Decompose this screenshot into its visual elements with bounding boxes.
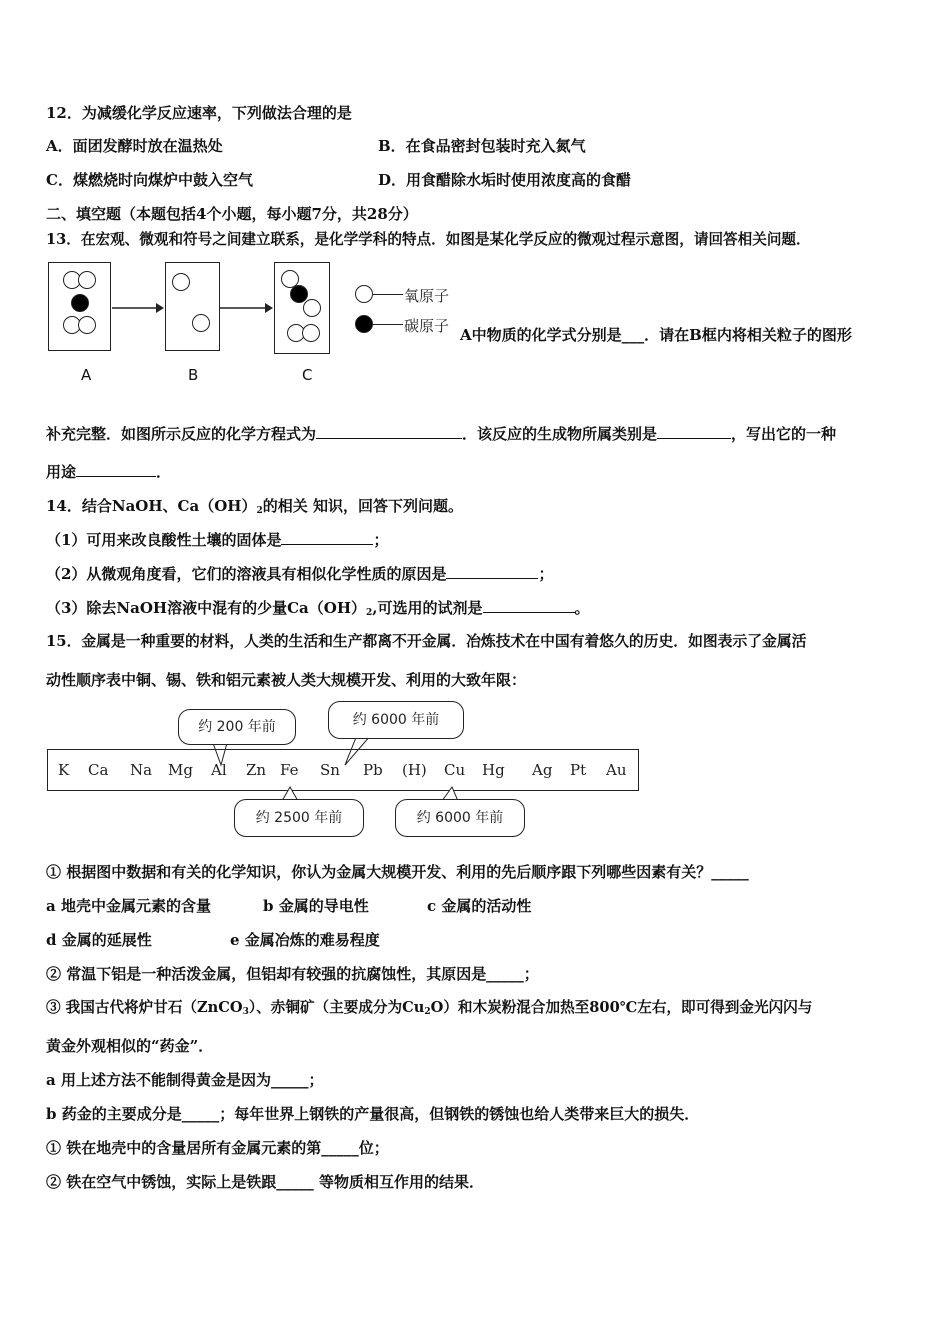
q13-stem: 13．在宏观、微观和符号之间建立联系，是化学学科的特点．如图是某化学反应的微观过程示意图，请回答相关问题． [46, 231, 811, 248]
element-symbol: Sn [320, 761, 340, 779]
oxygen-atom [303, 299, 321, 317]
subscript: 2 [424, 1007, 431, 1017]
box-b-label: B [188, 366, 199, 384]
answer-blank [316, 424, 462, 439]
q14-title [46, 496, 463, 521]
q14-part3 [46, 598, 590, 623]
box-a [48, 262, 111, 351]
q14-part2-text: （2）从微观角度看，它们的溶液具有相似化学性质的原因是 [46, 565, 447, 583]
oxygen-atom [78, 316, 96, 334]
element-symbol: K [58, 761, 70, 779]
element-symbol: Mg [168, 761, 193, 779]
q14-title-text: 14．结合NaOH、Ca（OH） [46, 497, 257, 515]
oxygen-atom [302, 324, 320, 342]
q13-line3-text: 用途 [46, 463, 77, 481]
element-symbol: Hg [482, 761, 505, 779]
arrow-icon [218, 300, 274, 316]
q13-line3 [46, 462, 171, 482]
q14-part1-text: ； [373, 531, 389, 549]
answer-blank [446, 564, 538, 579]
q12-option-a: A．面团发酵时放在温热处 [46, 137, 223, 155]
q13-line3-text: ． [156, 463, 172, 481]
arrow-icon [110, 300, 165, 316]
element-symbol: Pb [363, 761, 383, 779]
q14-part3-text: （3）除去NaOH溶液中混有的少量Ca（OH） [46, 599, 367, 617]
q13-line2 [46, 424, 836, 444]
element-symbol: (H) [402, 761, 427, 779]
q13-line2-text: 补充完整．如图所示反应的化学方程式为 [46, 425, 317, 443]
q15-option-e: e 金属冶炼的难易程度 [230, 931, 380, 949]
box-c [274, 262, 330, 354]
q15-sub2: ② 常温下铝是一种活泼金属，但铝却有较强的抗腐蚀性，其原因是_____； [46, 965, 539, 983]
callout-sn: 约 6000 年前 [328, 701, 464, 739]
box-a-label: A [81, 366, 92, 384]
element-symbol: Na [130, 761, 153, 779]
answer-blank [657, 424, 731, 439]
legend-oxygen: 氧原子 [404, 287, 450, 305]
subscript: 3 [242, 1007, 249, 1017]
oxygen-atom [192, 314, 210, 332]
q15-sub1: ① 根据图中数据和有关的化学知识，你认为金属大规模开发、利用的先后顺序跟下列哪些因素有关？_____ [46, 863, 749, 881]
q12-option-d: D．用食醋除水垢时使用浓度高的食醋 [378, 171, 632, 189]
answer-blank [281, 530, 373, 545]
q15-options-row2 [46, 930, 380, 950]
element-symbol: Cu [444, 761, 466, 779]
q12-title: 12．为减缓化学反应速率，下列做法合理的是 [46, 104, 352, 122]
element-symbol: Zn [246, 761, 267, 779]
legend-line [373, 324, 403, 325]
callout-cu: 约 6000 年前 [395, 799, 525, 837]
oxygen-legend-icon [355, 285, 373, 303]
q15-sub3b: b 药金的主要成分是_____；每年世界上钢铁的产量很高，但钢铁的锈蚀也给人类带来巨大的损失． [46, 1105, 700, 1123]
q14-title-text: 的相关 知识，回答下列问题。 [262, 497, 463, 515]
q15-option-d: d 金属的延展性 [46, 931, 152, 949]
q15-sub3-line2: 黄金外观相似的“药金”． [46, 1037, 214, 1055]
q12-options-row1 [46, 136, 586, 156]
element-symbol: Ag [532, 761, 553, 779]
q15-sub3 [46, 998, 812, 1022]
legend-carbon: 碳原子 [404, 317, 450, 335]
element-symbol: Al [211, 761, 227, 779]
element-symbol: Pt [570, 761, 587, 779]
box-c-label: C [302, 366, 313, 384]
q13-line2-text: ，写出它的一种 [731, 425, 837, 443]
q15-stem-line2: 动性顺序表中铜、锡、铁和铝元素被人类大规模开发、利用的大致年限： [46, 671, 527, 689]
answer-blank [76, 462, 156, 477]
q15-sub3a: a 用上述方法不能制得黄金是因为_____； [46, 1071, 324, 1089]
q15-sub3-text: ③ 我国古代将炉甘石（ZnCO [46, 999, 243, 1016]
q15-sub5: ② 铁在空气中锈蚀，实际上是铁跟_____ 等物质相互作用的结果． [46, 1173, 484, 1191]
element-symbol: Ca [88, 761, 109, 779]
q14-part3-text: 。 [574, 599, 590, 617]
q12-option-c: C．煤燃烧时向煤炉中鼓入空气 [46, 171, 253, 189]
element-symbol: Au [606, 761, 627, 779]
q13-inline-text: A中物质的化学式分别是___．请在B框内将相关粒子的图形 [460, 326, 852, 344]
q14-part1 [46, 530, 388, 550]
q14-part3-text: ,可选用的试剂是 [372, 599, 483, 617]
q15-option-c: c 金属的活动性 [427, 897, 532, 915]
q15-stem-line1: 15．金属是一种重要的材料，人类的生活和生产都离不开金属．冶炼技术在中国有着悠久的历史．如图表示了金属活 [46, 633, 807, 650]
q14-part1-text: （1）可用来改良酸性土壤的固体是 [46, 531, 282, 549]
q15-sub3-text: ）、赤铜矿（主要成分为Cu [248, 999, 425, 1016]
legend-line [373, 294, 403, 295]
q13-line2-text: ．该反应的生成物所属类别是 [462, 425, 658, 443]
q15-options-row1 [46, 896, 532, 916]
q12-option-b: B．在食品密封包装时充入氮气 [378, 137, 586, 155]
q15-sub4: ① 铁在地壳中的含量居所有金属元素的第_____位； [46, 1139, 389, 1157]
box-b [165, 262, 220, 351]
answer-blank [483, 598, 575, 613]
callout-al: 约 200 年前 [178, 709, 296, 745]
section-heading: 二、填空题（本题包括4个小题，每小题7分，共28分） [46, 205, 418, 223]
carbon-legend-icon [355, 315, 373, 333]
oxygen-atom [172, 273, 190, 291]
q12-options-row2 [46, 170, 632, 190]
q15-option-b: b 金属的导电性 [263, 897, 369, 915]
subscript: 2 [256, 506, 263, 516]
callout-fe: 约 2500 年前 [234, 799, 364, 837]
subscript: 2 [366, 608, 373, 618]
element-symbol: Fe [280, 761, 299, 779]
q14-part2 [46, 564, 553, 584]
q15-sub3-text: O）和木炭粉混合加热至800℃左右，即可得到金光闪闪与 [430, 999, 813, 1016]
carbon-atom [71, 294, 89, 312]
q14-part2-text: ； [538, 565, 554, 583]
q15-option-a: a 地壳中金属元素的含量 [46, 897, 211, 915]
oxygen-atom [78, 271, 96, 289]
